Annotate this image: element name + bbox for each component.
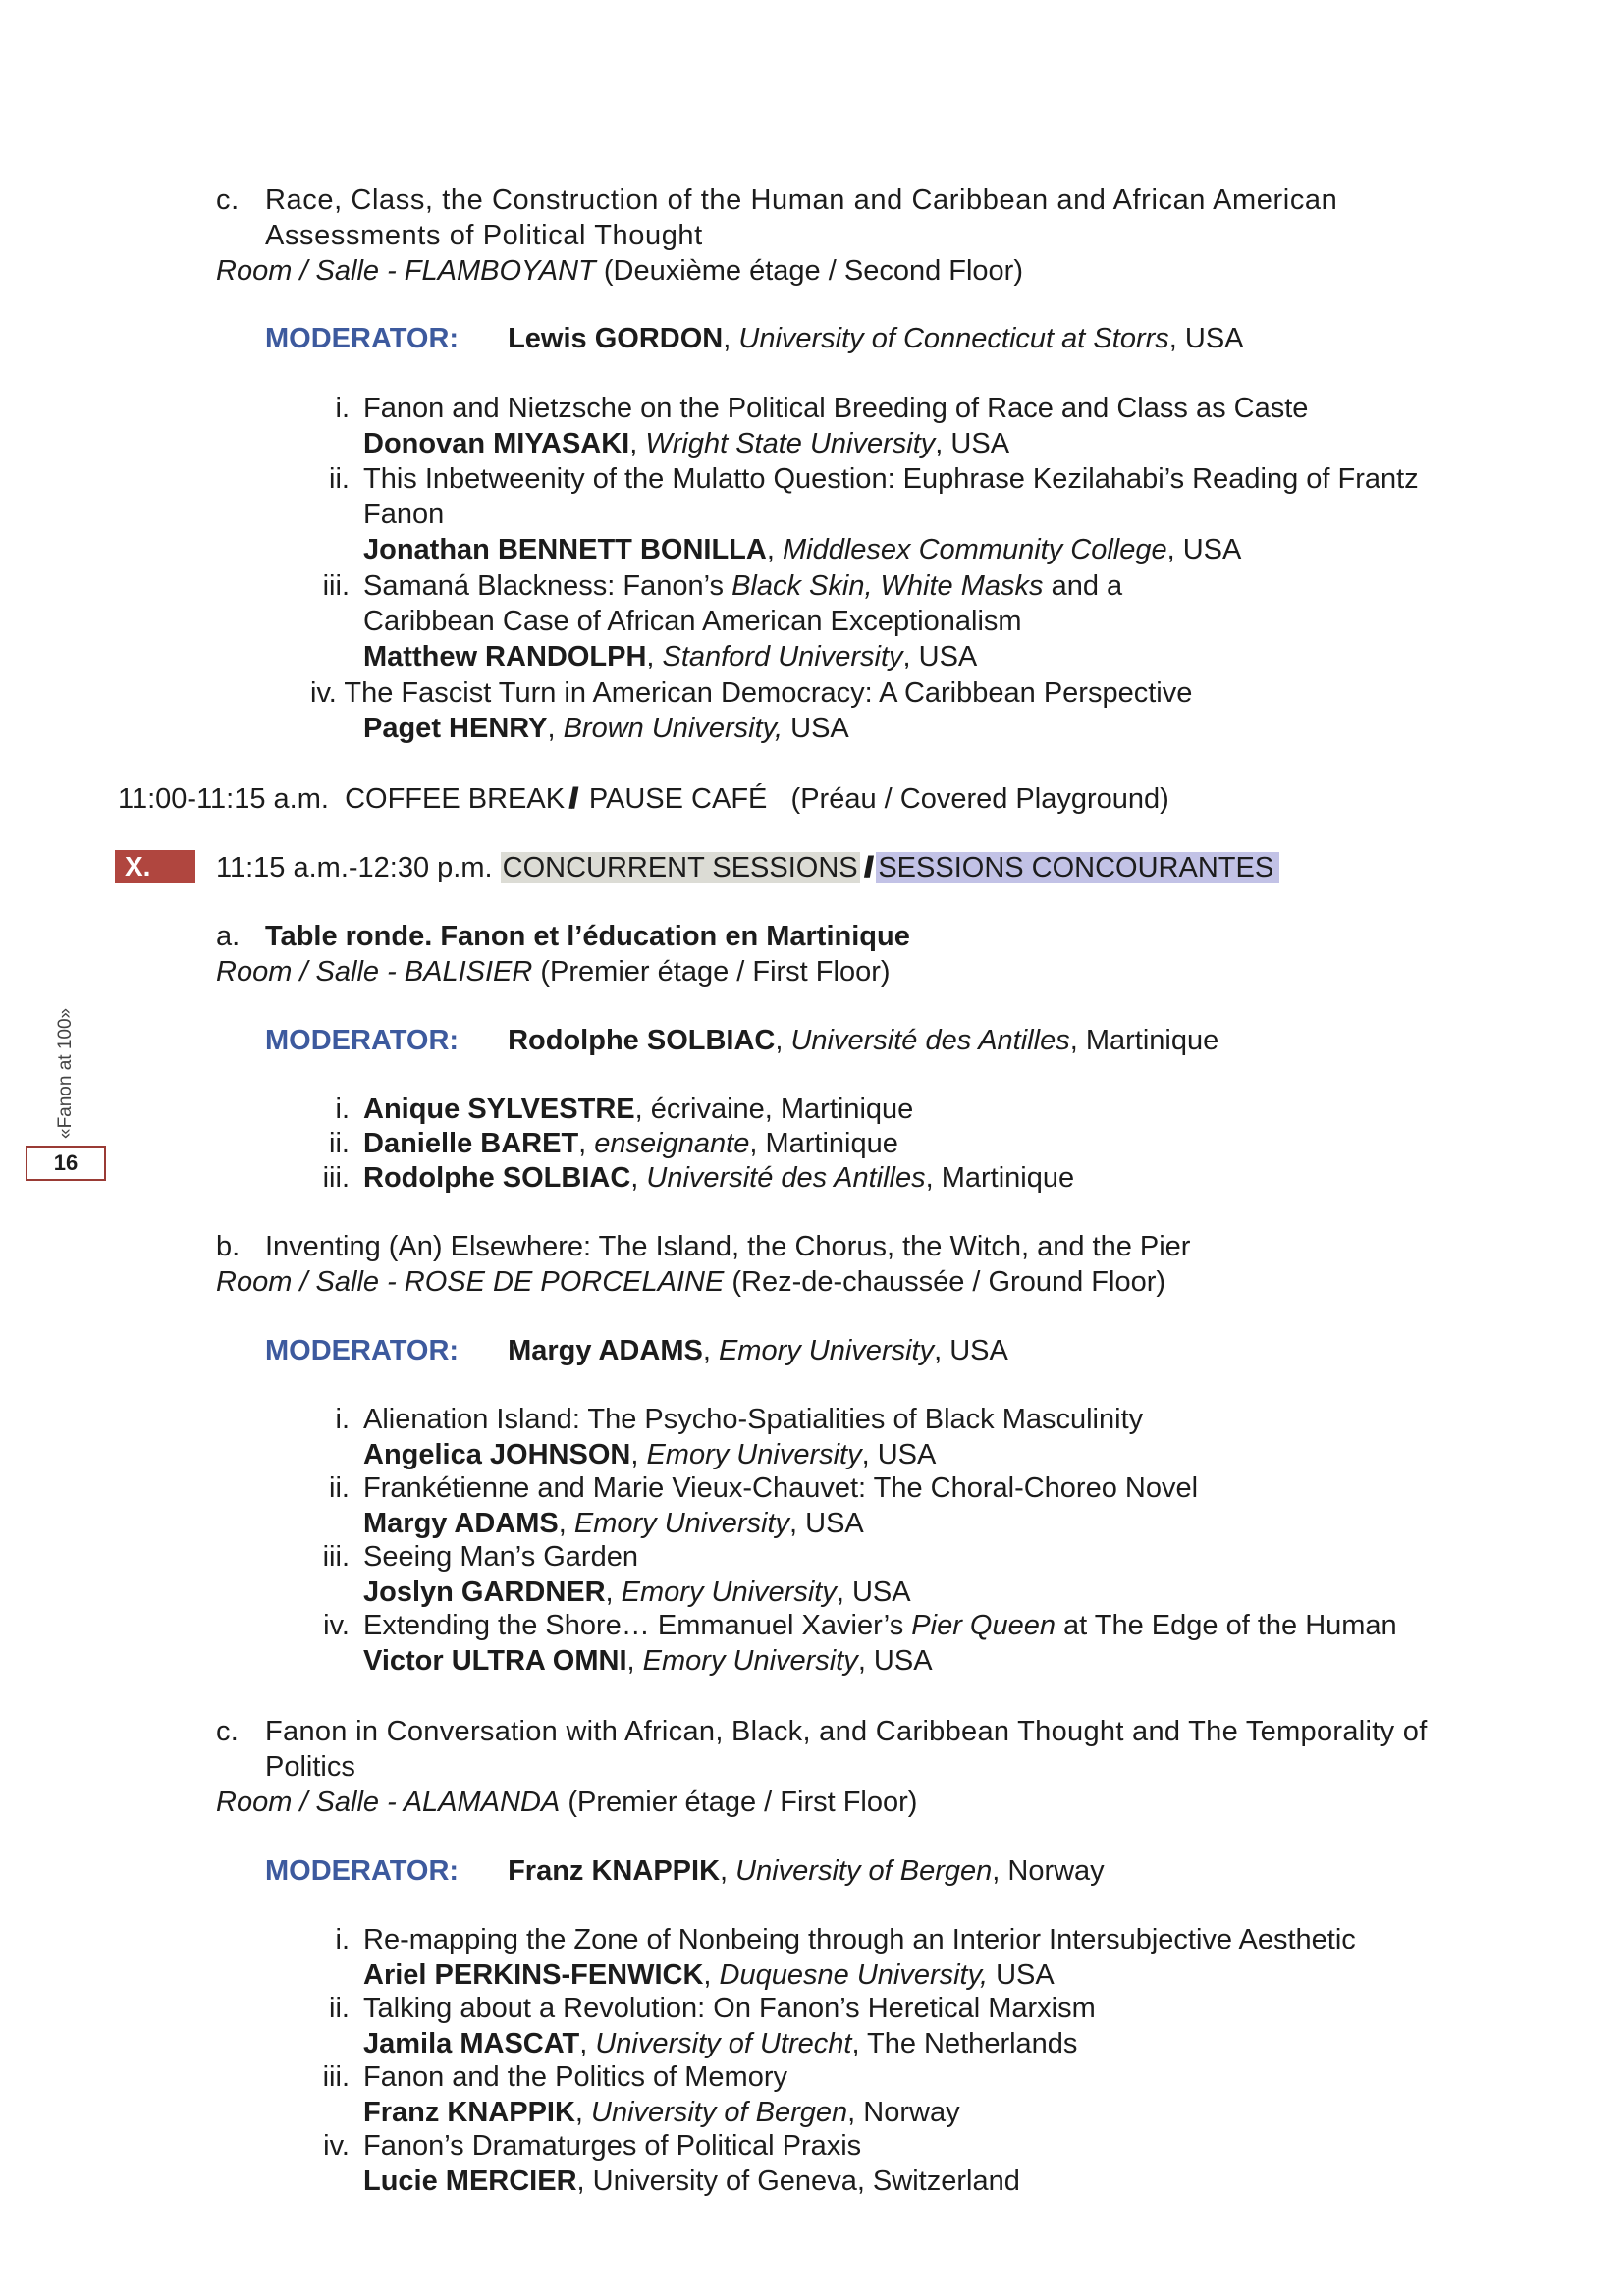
paper-country: USA bbox=[988, 1959, 1055, 1991]
paper-country: , USA bbox=[857, 1645, 933, 1677]
participant-name: Rodolphe SOLBIAC bbox=[363, 1162, 631, 1194]
moderator-line: MODERATOR: Rodolphe SOLBIAC, Université des Antilles, Martinique bbox=[265, 1025, 1219, 1056]
section-badge: X. bbox=[115, 850, 195, 883]
paper-title: This Inbetweenity of the Mulatto Question: Euphrase Kezilahabi’s Reading of Frantz bbox=[363, 463, 1419, 495]
paper-title: Extending the Shore… Emmanuel Xavier’s bbox=[363, 1610, 912, 1641]
paper-affiliation: Brown University, bbox=[563, 713, 784, 744]
participant-name: Anique SYLVESTRE bbox=[363, 1094, 635, 1125]
item-number: iv. bbox=[323, 1610, 350, 1641]
paper-affiliation: Duquesne University, bbox=[719, 1959, 989, 1991]
session-c-title bbox=[216, 1714, 1428, 1749]
paper-country: , USA bbox=[861, 1439, 937, 1470]
participant-item: iii. Rodolphe SOLBIAC, Université des Antilles, Martinique bbox=[300, 1160, 1074, 1196]
room-name: Room / Salle - BALISIER bbox=[216, 956, 533, 988]
room-info bbox=[216, 253, 1023, 289]
paper-author: Joslyn GARDNER bbox=[363, 1576, 606, 1608]
session-label-fr: SESSIONS CONCOURANTES bbox=[876, 852, 1279, 883]
paper-affiliation: Emory University bbox=[621, 1576, 837, 1608]
paper-item bbox=[300, 2128, 1020, 2199]
room-name: Room / Salle - ROSE DE PORCELAINE bbox=[216, 1266, 725, 1298]
paper-country: , USA bbox=[1166, 534, 1242, 565]
paper-item: iii. Samaná Blackness: Fanon’s Black Skin, White Masks and a Caribbean Case of African American Exceptionalism Matthew RANDOLPH, Stanford University, USA bbox=[300, 568, 1122, 674]
item-number: ii. bbox=[329, 463, 350, 495]
moderator-name: Lewis GORDON bbox=[508, 323, 724, 354]
paper-country: , USA bbox=[836, 1576, 911, 1608]
moderator-label: MODERATOR: bbox=[265, 1335, 460, 1366]
paper-item: ii. Frankétienne and Marie Vieux-Chauvet: The Choral-Choreo Novel Margy ADAMS, Emory University, USA bbox=[300, 1470, 1198, 1541]
paper-author: Margy ADAMS bbox=[363, 1508, 559, 1539]
paper-country: , USA bbox=[902, 641, 978, 672]
paper-title: Seeing Man’s Garden bbox=[363, 1541, 638, 1573]
paper-affiliation: Emory University bbox=[573, 1508, 790, 1539]
paper-author-line: Paget HENRY, Brown University, USA bbox=[363, 713, 849, 744]
book-title: Pier Queen bbox=[911, 1610, 1056, 1641]
title-line: Race, Class, the Construction of the Human and Caribbean and African American bbox=[265, 185, 1338, 216]
paper-affiliation: , University of Geneva, Switzerland bbox=[576, 2165, 1020, 2197]
paper-author: Angelica JOHNSON bbox=[363, 1439, 631, 1470]
item-number: ii. bbox=[329, 1993, 350, 2024]
paper-item: iii. Fanon and the Politics of Memory Franz KNAPPIK, University of Bergen, Norway bbox=[300, 2059, 960, 2130]
running-title: «Fanon at 100» bbox=[55, 1007, 76, 1139]
session-c-title bbox=[216, 183, 1337, 218]
participant-affiliation: Université des Antilles bbox=[646, 1162, 926, 1194]
room-name: Room / Salle - FLAMBOYANT bbox=[216, 255, 596, 287]
paper-title: Talking about a Revolution: On Fanon’s Heretical Marxism bbox=[363, 1993, 1096, 2024]
item-number: i. bbox=[335, 1404, 350, 1435]
session-b-title bbox=[216, 1229, 1190, 1264]
paper-title-cont: Caribbean Case of African American Exceptionalism bbox=[363, 606, 1022, 637]
paper-item: ii. This Inbetweenity of the Mulatto Question: Euphrase Kezilahabi’s Reading of Frantz Fanon Jonathan BENNETT BONILLA, Middlesex Community College, USA bbox=[300, 461, 1419, 567]
book-title: Black Skin, White Masks bbox=[731, 570, 1044, 602]
participant-country: , Martinique bbox=[925, 1162, 1075, 1194]
session-a-title bbox=[216, 919, 910, 954]
item-number: ii. bbox=[329, 1472, 350, 1504]
session-c-title-cont: Politics bbox=[265, 1751, 355, 1783]
moderator-line: MODERATOR: Margy ADAMS, Emory University, USA bbox=[265, 1335, 1008, 1366]
moderator-affiliation: University of Connecticut at Storrs bbox=[738, 323, 1169, 354]
paper-author: Jamila MASCAT bbox=[363, 2028, 580, 2059]
double-slash-icon: // bbox=[863, 851, 869, 883]
break-time: 11:00-11:15 a.m. bbox=[118, 783, 329, 815]
paper-author: Jonathan BENNETT BONILLA bbox=[363, 534, 767, 565]
moderator-name: Rodolphe SOLBIAC bbox=[508, 1025, 776, 1056]
paper-affiliation: Middlesex Community College bbox=[782, 534, 1167, 565]
paper-author: Franz KNAPPIK bbox=[363, 2097, 575, 2128]
moderator-label: MODERATOR: bbox=[265, 1025, 460, 1056]
paper-item: i. Re-mapping the Zone of Nonbeing through an Interior Intersubjective Aesthetic Ariel PERKINS-FENWICK, Duquesne University, USA bbox=[300, 1922, 1356, 1993]
session-time: 11:15 a.m.-12:30 p.m. bbox=[216, 852, 493, 883]
moderator-affiliation: Université des Antilles bbox=[790, 1025, 1070, 1056]
paper-country: USA bbox=[783, 713, 849, 744]
session-x-header bbox=[216, 850, 1279, 885]
paper-title: The Fascist Turn in American Democracy: A Caribbean Perspective bbox=[344, 677, 1193, 709]
paper-affiliation: University of Bergen bbox=[591, 2097, 848, 2128]
item-number: iv. bbox=[310, 677, 337, 709]
item-number: iii. bbox=[322, 1162, 350, 1194]
paper-author: Paget HENRY bbox=[363, 713, 548, 744]
paper-item bbox=[310, 675, 1192, 711]
paper-item: iv. Extending the Shore… Emmanuel Xavier’s Pier Queen at The Edge of the Human Victor ULTRA OMNI, Emory University, USA bbox=[300, 1608, 1397, 1679]
coffee-break-line bbox=[118, 781, 1169, 817]
room-floor: (Deuxième étage / Second Floor) bbox=[595, 255, 1023, 287]
participant-role: , écrivaine, Martinique bbox=[634, 1094, 914, 1125]
paper-author: Ariel PERKINS-FENWICK bbox=[363, 1959, 704, 1991]
paper-country: , The Netherlands bbox=[851, 2028, 1078, 2059]
paper-title: Alienation Island: The Psycho-Spatialities of Black Masculinity bbox=[363, 1404, 1144, 1435]
participant-item: ii. Danielle BARET, enseignante, Martinique bbox=[300, 1126, 898, 1161]
paper-item: i. Fanon and Nietzsche on the Political Breeding of Race and Class as Caste Donovan MIYASAKI, Wright State University, USA bbox=[300, 391, 1308, 461]
item-number: i. bbox=[335, 1924, 350, 1955]
moderator-label: MODERATOR: bbox=[265, 1855, 460, 1887]
moderator-affiliation: Emory University bbox=[718, 1335, 935, 1366]
paper-title: Samaná Blackness: Fanon’s bbox=[363, 570, 732, 602]
participant-role: enseignante bbox=[594, 1128, 750, 1159]
paper-title-cont: Fanon bbox=[363, 499, 445, 530]
paper-title-post: and a bbox=[1043, 570, 1123, 602]
item-number: ii. bbox=[329, 1128, 350, 1159]
section-letter: c. bbox=[216, 1716, 240, 1747]
title-text: Inventing (An) Elsewhere: The Island, the Chorus, the Witch, and the Pier bbox=[265, 1231, 1191, 1262]
moderator-affiliation: University of Bergen bbox=[735, 1855, 993, 1887]
room-floor: (Premier étage / First Floor) bbox=[532, 956, 891, 988]
paper-item: iii. Seeing Man’s Garden Joslyn GARDNER, Emory University, USA bbox=[300, 1539, 911, 1610]
paper-title: Fanon and Nietzsche on the Political Breeding of Race and Class as Caste bbox=[363, 393, 1309, 424]
session-c-title-cont: Assessments of Political Thought bbox=[265, 220, 703, 251]
paper-title: Frankétienne and Marie Vieux-Chauvet: The Choral-Choreo Novel bbox=[363, 1472, 1199, 1504]
item-number: iii. bbox=[322, 570, 350, 602]
section-letter: b. bbox=[216, 1231, 241, 1262]
moderator-country: , Norway bbox=[992, 1855, 1105, 1887]
paper-affiliation: Stanford University bbox=[662, 641, 903, 672]
paper-country: , Norway bbox=[847, 2097, 960, 2128]
participant-name: Danielle BARET bbox=[363, 1128, 579, 1159]
double-slash-icon: // bbox=[568, 782, 573, 815]
item-number: iii. bbox=[322, 2061, 350, 2093]
item-number: i. bbox=[335, 1094, 350, 1125]
room-info bbox=[216, 1264, 1165, 1300]
title-line: Fanon in Conversation with African, Black, and Caribbean Thought and The Temporality of bbox=[265, 1716, 1428, 1747]
session-label-en: CONCURRENT SESSIONS bbox=[502, 852, 858, 883]
moderator-label: MODERATOR: bbox=[265, 323, 460, 354]
room-name: Room / Salle - ALAMANDA bbox=[216, 1787, 561, 1818]
moderator-country: , Martinique bbox=[1069, 1025, 1219, 1056]
moderator-line: MODERATOR: Lewis GORDON, University of Connecticut at Storrs, USA bbox=[265, 323, 1244, 354]
paper-affiliation: Emory University bbox=[646, 1439, 862, 1470]
paper-country: , USA bbox=[935, 428, 1010, 459]
paper-affiliation: Wright State University bbox=[645, 428, 936, 459]
item-number: iii. bbox=[322, 1541, 350, 1573]
break-label-fr: PAUSE CAFÉ bbox=[588, 783, 768, 815]
moderator-name: Franz KNAPPIK bbox=[508, 1855, 721, 1887]
paper-item: ii. Talking about a Revolution: On Fanon’s Heretical Marxism Jamila MASCAT, University of Utrecht, The Netherlands bbox=[300, 1991, 1096, 2061]
paper-title: Re-mapping the Zone of Nonbeing through an Interior Intersubjective Aesthetic bbox=[363, 1924, 1356, 1955]
paper-title: Fanon’s Dramaturges of Political Praxis bbox=[363, 2130, 862, 2162]
item-number: iv. bbox=[323, 2130, 350, 2162]
page-number: 16 bbox=[26, 1146, 106, 1181]
paper-author: Matthew RANDOLPH bbox=[363, 641, 647, 672]
paper-country: , USA bbox=[789, 1508, 864, 1539]
moderator-country: , USA bbox=[934, 1335, 1008, 1366]
room-floor: (Rez-de-chaussée / Ground Floor) bbox=[724, 1266, 1166, 1298]
section-letter: c. bbox=[216, 185, 240, 216]
participant-country: , Martinique bbox=[749, 1128, 898, 1159]
room-floor: (Premier étage / First Floor) bbox=[560, 1787, 918, 1818]
paper-affiliation: Emory University bbox=[642, 1645, 858, 1677]
moderator-country: , USA bbox=[1168, 323, 1244, 354]
break-label-en: COFFEE BREAK bbox=[345, 783, 566, 815]
participant-item bbox=[300, 1092, 913, 1127]
title-text: Table ronde. Fanon et l’éducation en Martinique bbox=[265, 921, 910, 952]
moderator-line: MODERATOR: Franz KNAPPIK, University of Bergen, Norway bbox=[265, 1855, 1105, 1887]
paper-author: Donovan MIYASAKI bbox=[363, 428, 630, 459]
paper-item: i. Alienation Island: The Psycho-Spatialities of Black Masculinity Angelica JOHNSON, Emory University, USA bbox=[300, 1402, 1143, 1472]
paper-title-post: at The Edge of the Human bbox=[1055, 1610, 1397, 1641]
item-number: i. bbox=[335, 393, 350, 424]
moderator-name: Margy ADAMS bbox=[508, 1335, 703, 1366]
room-info bbox=[216, 954, 891, 989]
break-location: (Préau / Covered Playground) bbox=[790, 783, 1169, 815]
paper-title: Fanon and the Politics of Memory bbox=[363, 2061, 787, 2093]
paper-author: Lucie MERCIER bbox=[363, 2165, 577, 2197]
room-info bbox=[216, 1785, 917, 1820]
section-letter: a. bbox=[216, 921, 241, 952]
paper-author: Victor ULTRA OMNI bbox=[363, 1645, 627, 1677]
paper-affiliation: University of Utrecht bbox=[595, 2028, 852, 2059]
